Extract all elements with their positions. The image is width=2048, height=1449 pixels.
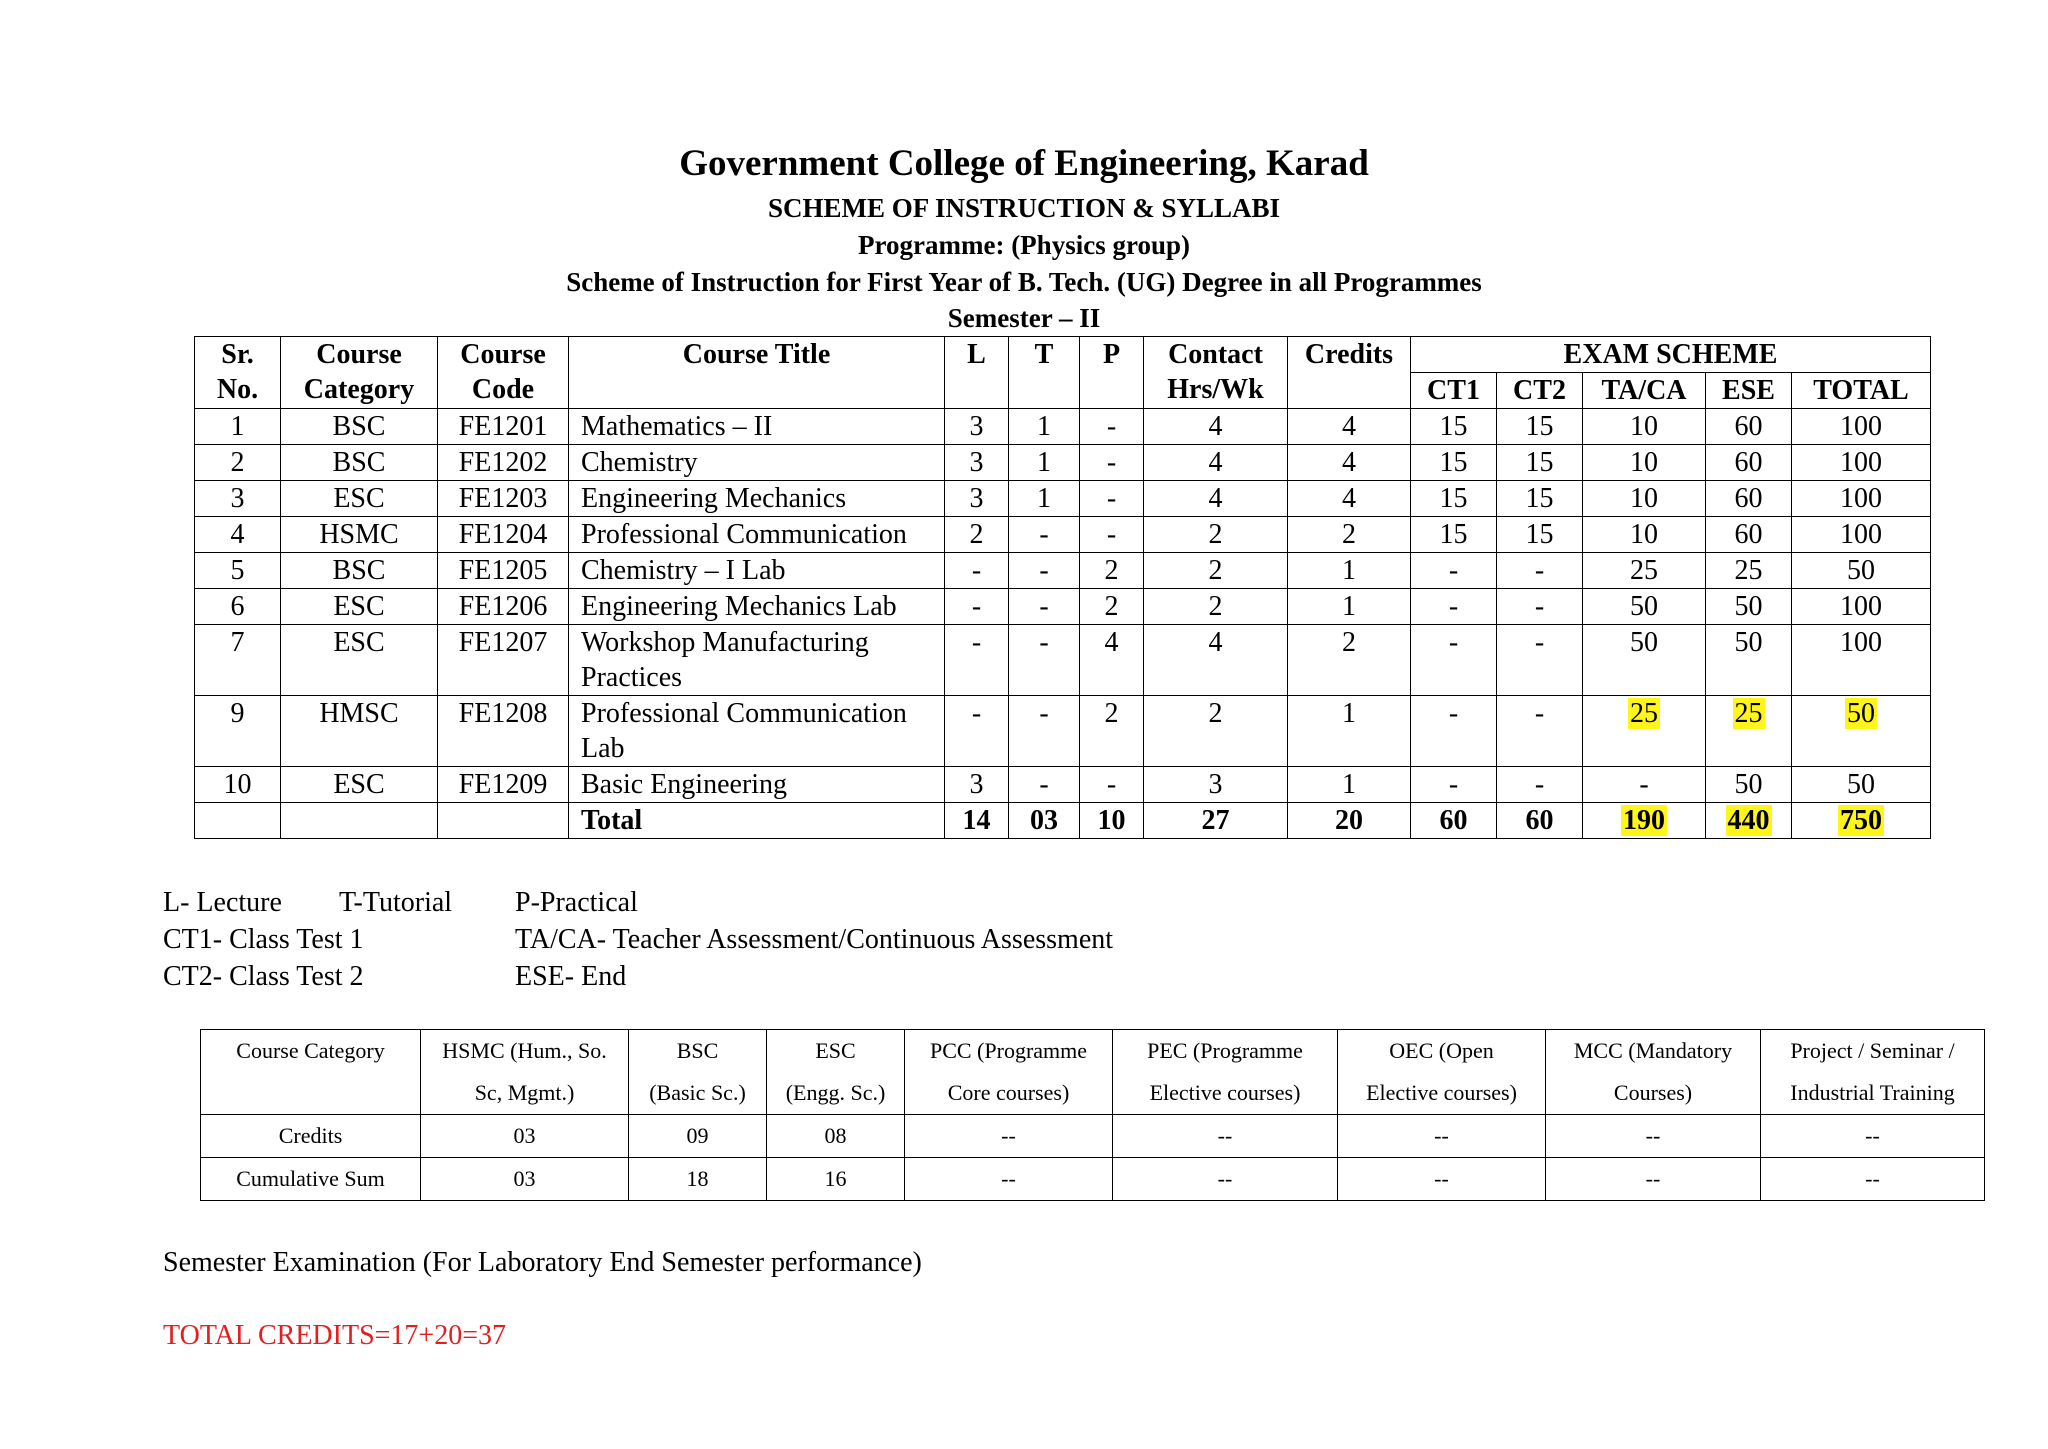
table-row: [195, 589, 1931, 625]
cell-total: 50: [1792, 767, 1931, 803]
highlight-total: 50: [1847, 698, 1875, 729]
category-credits-cell: 09: [629, 1115, 767, 1158]
cell-ct2: -: [1497, 553, 1583, 589]
category-credits-cell: 03: [421, 1115, 629, 1158]
cell-code: FE1206: [438, 589, 569, 625]
category-header-cell: ESC (Engg. Sc.): [767, 1030, 905, 1115]
total-ct2: 60: [1497, 803, 1583, 839]
cell-t: -: [1009, 696, 1080, 767]
highlight-taca: 25: [1630, 698, 1658, 729]
header-code: Course Code: [438, 337, 569, 409]
cell-p: -: [1080, 517, 1144, 553]
cell-code: FE1202: [438, 445, 569, 481]
cell-ese: 50: [1706, 625, 1792, 696]
cell-total: 100: [1792, 481, 1931, 517]
first-year-title: Scheme of Instruction for First Year of B. Tech. (UG) Degree in all Programmes: [566, 267, 1482, 297]
header-category: Course Category: [281, 337, 438, 409]
cell-ct2: -: [1497, 767, 1583, 803]
cell-p: -: [1080, 409, 1144, 445]
cell-ct2: -: [1497, 589, 1583, 625]
category-table: [200, 1029, 1985, 1201]
highlight-ese: 440: [1727, 805, 1770, 836]
cell-taca: 25: [1583, 553, 1706, 589]
cell-ct1: 15: [1411, 445, 1497, 481]
table-row: [195, 481, 1931, 517]
cell-ct2: 15: [1497, 409, 1583, 445]
cell-p: 4: [1080, 625, 1144, 696]
scheme-table: [194, 336, 1931, 839]
total-contact: 27: [1144, 803, 1288, 839]
cell-taca: -: [1583, 767, 1706, 803]
cell-code: FE1204: [438, 517, 569, 553]
cell-contact: 4: [1144, 625, 1288, 696]
legend-t: T-Tutorial: [339, 887, 453, 918]
cell-total: 100: [1792, 625, 1931, 696]
cell-code: FE1208: [438, 696, 569, 767]
table-row: [195, 625, 1931, 696]
category-credits-cell: --: [1546, 1115, 1761, 1158]
cell-contact: 2: [1144, 553, 1288, 589]
category-header-cell: HSMC (Hum., So. Sc, Mgmt.): [421, 1030, 629, 1115]
total-label: Total: [569, 803, 945, 839]
cell-total: 100: [1792, 445, 1931, 481]
semester-exam-note: Semester Examination (For Laboratory End Semester performance): [163, 1247, 922, 1278]
total-t: 03: [1009, 803, 1080, 839]
header-credits: Credits: [1288, 337, 1411, 409]
header-p: P: [1080, 337, 1144, 409]
cell-t: -: [1009, 625, 1080, 696]
cell-taca: 50: [1583, 589, 1706, 625]
cell-sr: 1: [195, 409, 281, 445]
total-row: [195, 803, 1931, 839]
total-code: [438, 803, 569, 839]
cell-cat: ESC: [281, 625, 438, 696]
category-cumulative-row: [201, 1158, 1985, 1201]
cell-credits: 1: [1288, 696, 1411, 767]
category-header-cell: MCC (Mandatory Courses): [1546, 1030, 1761, 1115]
cell-title: Chemistry – I Lab: [569, 553, 945, 589]
cell-ct1: 15: [1411, 409, 1497, 445]
cell-contact: 3: [1144, 767, 1288, 803]
legend-ct1: CT1- Class Test 1: [163, 924, 364, 955]
header-taca: TA/CA: [1583, 373, 1706, 409]
legend-taca: TA/CA- Teacher Assessment/Continuous Assessment: [515, 924, 1114, 955]
category-credits-cell: --: [1113, 1115, 1338, 1158]
cell-l: 3: [945, 409, 1009, 445]
cell-contact: 4: [1144, 409, 1288, 445]
header-total: TOTAL: [1792, 373, 1931, 409]
category-cumulative-cell: --: [1546, 1158, 1761, 1201]
cell-ct1: 15: [1411, 481, 1497, 517]
cell-t: -: [1009, 517, 1080, 553]
cell-credits: 1: [1288, 589, 1411, 625]
cell-cat: BSC: [281, 445, 438, 481]
cell-contact: 4: [1144, 481, 1288, 517]
category-credits-cell: --: [1338, 1115, 1546, 1158]
cell-cat: BSC: [281, 553, 438, 589]
cell-ct1: -: [1411, 767, 1497, 803]
category-credits-cell: Credits: [201, 1115, 421, 1158]
cell-ct2: 15: [1497, 517, 1583, 553]
highlight-ese: 25: [1734, 698, 1763, 729]
cell-l: 3: [945, 767, 1009, 803]
cell-t: 1: [1009, 409, 1080, 445]
cell-ese: 60: [1706, 517, 1792, 553]
cell-credits: 2: [1288, 625, 1411, 696]
cell-contact: 4: [1144, 445, 1288, 481]
cell-taca: [1583, 696, 1706, 767]
cell-t: 1: [1009, 445, 1080, 481]
cell-ct2: -: [1497, 625, 1583, 696]
cell-credits: 4: [1288, 481, 1411, 517]
cell-code: FE1207: [438, 625, 569, 696]
cell-title: Engineering Mechanics Lab: [569, 589, 945, 625]
cell-ct2: 15: [1497, 481, 1583, 517]
cell-ct1: 15: [1411, 517, 1497, 553]
cell-cat: ESC: [281, 481, 438, 517]
cell-code: FE1209: [438, 767, 569, 803]
category-header-cell: Course Category: [201, 1030, 421, 1115]
cell-l: -: [945, 696, 1009, 767]
category-credits-cell: --: [1761, 1115, 1985, 1158]
header-t: T: [1009, 337, 1080, 409]
header-ct2: CT2: [1497, 373, 1583, 409]
cell-title: Engineering Mechanics: [569, 481, 945, 517]
legend-ct2: CT2- Class Test 2: [163, 961, 364, 992]
cell-contact: 2: [1144, 589, 1288, 625]
cell-l: -: [945, 553, 1009, 589]
category-cumulative-cell: Cumulative Sum: [201, 1158, 421, 1201]
cell-t: -: [1009, 589, 1080, 625]
cell-credits: 1: [1288, 553, 1411, 589]
cell-taca: 10: [1583, 409, 1706, 445]
category-header-cell: PCC (Programme Core courses): [905, 1030, 1113, 1115]
category-header-cell: BSC (Basic Sc.): [629, 1030, 767, 1115]
cell-total: 50: [1792, 553, 1931, 589]
table-row: [195, 767, 1931, 803]
highlight-taca: 190: [1623, 805, 1665, 836]
cell-title: Chemistry: [569, 445, 945, 481]
category-header-row: [201, 1030, 1985, 1115]
header-l: L: [945, 337, 1009, 409]
cell-credits: 2: [1288, 517, 1411, 553]
college-title: Government College of Engineering, Karad: [679, 143, 1369, 184]
category-credits-row: [201, 1115, 1985, 1158]
category-cumulative-cell: 16: [767, 1158, 905, 1201]
category-cumulative-cell: --: [905, 1158, 1113, 1201]
cell-ct2: 15: [1497, 445, 1583, 481]
cell-cat: HMSC: [281, 696, 438, 767]
cell-l: 2: [945, 517, 1009, 553]
legend-l: L- Lecture: [163, 887, 282, 918]
cell-p: -: [1080, 445, 1144, 481]
highlight-total: 750: [1840, 805, 1882, 836]
cell-ese: 60: [1706, 409, 1792, 445]
category-cumulative-cell: 18: [629, 1158, 767, 1201]
header-ct1: CT1: [1411, 373, 1497, 409]
cell-l: -: [945, 625, 1009, 696]
total-credits: 20: [1288, 803, 1411, 839]
total-sr: [195, 803, 281, 839]
programme-title: Programme: (Physics group): [858, 230, 1190, 260]
header-contact: Contact Hrs/Wk: [1144, 337, 1288, 409]
cell-cat: BSC: [281, 409, 438, 445]
header-title: Course Title: [569, 337, 945, 409]
cell-p: -: [1080, 481, 1144, 517]
category-cumulative-cell: --: [1113, 1158, 1338, 1201]
header-sr: Sr. No.: [195, 337, 281, 409]
cell-sr: 3: [195, 481, 281, 517]
table-row: [195, 553, 1931, 589]
cell-taca: 50: [1583, 625, 1706, 696]
cell-sr: 6: [195, 589, 281, 625]
total-taca: [1583, 803, 1706, 839]
cell-credits: 4: [1288, 445, 1411, 481]
header-ese: ESE: [1706, 373, 1792, 409]
category-cumulative-cell: --: [1338, 1158, 1546, 1201]
cell-sr: 9: [195, 696, 281, 767]
scheme-title: SCHEME OF INSTRUCTION & SYLLABI: [767, 193, 1281, 223]
table-row: [195, 409, 1931, 445]
category-header-cell: PEC (Programme Elective courses): [1113, 1030, 1338, 1115]
cell-total: 100: [1792, 409, 1931, 445]
cell-p: 2: [1080, 553, 1144, 589]
cell-ese: 60: [1706, 445, 1792, 481]
cell-ct1: -: [1411, 589, 1497, 625]
cell-ese: 25: [1706, 553, 1792, 589]
cell-taca: 10: [1583, 445, 1706, 481]
total-p: 10: [1080, 803, 1144, 839]
cell-cat: ESC: [281, 767, 438, 803]
category-credits-cell: 08: [767, 1115, 905, 1158]
cell-l: -: [945, 589, 1009, 625]
legend-ese: ESE- End: [515, 961, 627, 992]
cell-contact: 2: [1144, 696, 1288, 767]
cell-title: Professional Communication Lab: [569, 696, 945, 767]
total-total: [1792, 803, 1931, 839]
cell-title: Workshop Manufacturing Practices: [569, 625, 945, 696]
cell-ese: 50: [1706, 767, 1792, 803]
cell-l: 3: [945, 445, 1009, 481]
category-credits-cell: --: [905, 1115, 1113, 1158]
cell-cat: HSMC: [281, 517, 438, 553]
category-header-cell: Project / Seminar / Industrial Training: [1761, 1030, 1985, 1115]
table-row: [195, 517, 1931, 553]
cell-t: -: [1009, 767, 1080, 803]
table-row: [195, 445, 1931, 481]
cell-ese: [1706, 696, 1792, 767]
header-exam-scheme: EXAM SCHEME: [1411, 337, 1931, 373]
cell-ct1: -: [1411, 696, 1497, 767]
cell-sr: 2: [195, 445, 281, 481]
total-ese: [1706, 803, 1792, 839]
cell-contact: 2: [1144, 517, 1288, 553]
cell-t: 1: [1009, 481, 1080, 517]
total-credits-note: TOTAL CREDITS=17+20=37: [163, 1320, 507, 1351]
legend-p: P-Practical: [515, 887, 638, 918]
cell-sr: 10: [195, 767, 281, 803]
table-row: [195, 696, 1931, 767]
category-cumulative-cell: 03: [421, 1158, 629, 1201]
cell-code: FE1201: [438, 409, 569, 445]
cell-ese: 60: [1706, 481, 1792, 517]
cell-title: Mathematics – II: [569, 409, 945, 445]
total-category: [281, 803, 438, 839]
cell-code: FE1203: [438, 481, 569, 517]
category-header-cell: OEC (Open Elective courses): [1338, 1030, 1546, 1115]
cell-code: FE1205: [438, 553, 569, 589]
cell-p: 2: [1080, 589, 1144, 625]
cell-title: Professional Communication: [569, 517, 945, 553]
cell-total: 100: [1792, 517, 1931, 553]
cell-ct1: -: [1411, 625, 1497, 696]
category-cumulative-cell: --: [1761, 1158, 1985, 1201]
total-l: 14: [945, 803, 1009, 839]
cell-sr: 4: [195, 517, 281, 553]
cell-p: -: [1080, 767, 1144, 803]
cell-ese: 50: [1706, 589, 1792, 625]
cell-taca: 10: [1583, 517, 1706, 553]
cell-ct1: -: [1411, 553, 1497, 589]
cell-sr: 5: [195, 553, 281, 589]
cell-total: 100: [1792, 589, 1931, 625]
semester-title: Semester – II: [947, 303, 1101, 333]
cell-total: [1792, 696, 1931, 767]
table-header-row: [195, 337, 1931, 373]
cell-p: 2: [1080, 696, 1144, 767]
cell-title: Basic Engineering: [569, 767, 945, 803]
cell-sr: 7: [195, 625, 281, 696]
cell-credits: 1: [1288, 767, 1411, 803]
cell-taca: 10: [1583, 481, 1706, 517]
total-ct1: 60: [1411, 803, 1497, 839]
cell-ct2: -: [1497, 696, 1583, 767]
cell-l: 3: [945, 481, 1009, 517]
cell-t: -: [1009, 553, 1080, 589]
cell-cat: ESC: [281, 589, 438, 625]
cell-credits: 4: [1288, 409, 1411, 445]
